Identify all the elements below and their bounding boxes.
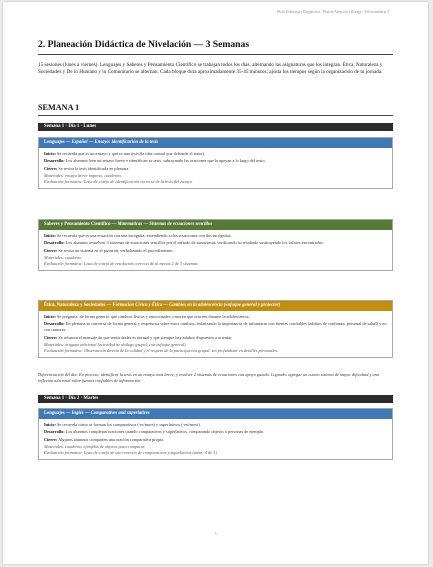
desarrollo-label: Desarrollo: <box>44 158 65 163</box>
cierre-text: Algunos alumnos comparten una oración comparativa propia. <box>58 436 165 442</box>
inicio-label: Inicio: <box>44 421 56 427</box>
section-title: SEMANA 1 <box>38 103 80 112</box>
evaluacion-row <box>44 261 387 267</box>
session-card-header <box>39 301 392 311</box>
field-name: Saberes y Pensamiento Científico <box>44 222 111 227</box>
session-card-body <box>39 148 392 188</box>
topic-name: Cambios en la adolescencia (enfoque general y protector) <box>169 303 281 308</box>
separator: — <box>105 303 113 308</box>
separator: — <box>142 222 150 227</box>
running-header: 8b de Evaluación Diagnóstica · Plan de Atención a Rezago · Telesecundaria 3º <box>277 10 390 14</box>
field-name: Ética, Naturaleza y Sociedades <box>44 303 106 308</box>
desarrollo-row <box>44 429 387 435</box>
evaluacion-label: Evaluación formativa: <box>44 261 83 266</box>
desarrollo-text: Los alumnos completan oraciones usando comparativos y superlativos, comparando objetos o personas de ejemplo. <box>65 429 265 434</box>
separator: — <box>87 140 95 145</box>
field-name: Lenguajes <box>44 411 65 416</box>
cierre-row <box>44 166 387 172</box>
inicio-row <box>44 314 387 320</box>
topic-name: Sistemas de ecuaciones sencillos <box>149 222 213 227</box>
cierre-label: Cierre: <box>44 165 58 171</box>
separator: — <box>110 222 118 227</box>
topic-name: Ensayo: identificación de la tesis <box>94 140 159 145</box>
inicio-label: Inicio: <box>44 313 56 319</box>
desarrollo-text: Los alumnos resuelven 3 sistemas de ecuaciones sencillos por el método de suma/resta, verificando su resultado sustituyendo los valores encontrados. <box>65 240 324 245</box>
evaluacion-text: Lista de cotejo de uso correcto de comparativos y superlativos (meta: 4 de 5). <box>83 450 218 455</box>
session-card-ingles <box>38 408 393 460</box>
inicio-row <box>44 151 387 157</box>
evaluacion-label: Evaluación formativa: <box>44 348 83 353</box>
topic-name: Comparatives and superlatives <box>90 411 150 416</box>
cierre-text: Se revisa un sistema en el pizarrón, verbalizando el procedimiento. <box>58 247 174 253</box>
evaluacion-label: Evaluación formativa: <box>44 450 83 455</box>
cierre-text: Se refuerza el mensaje de que sentir dudas es normal y que siempre hay adultos dispuestos a orientar. <box>58 334 233 340</box>
document-page <box>3 2 428 564</box>
separator: — <box>83 411 91 416</box>
day-header-2: Semana 1 · Día 2 · Martes <box>38 395 393 403</box>
session-card-header <box>39 220 392 230</box>
desarrollo-row <box>44 158 387 164</box>
field-name: Lenguajes <box>44 140 65 145</box>
inicio-row <box>44 233 387 239</box>
cierre-text: Se revisa la tesis identificada en plenaria. <box>58 165 130 171</box>
materiales-label: Materiales: <box>44 173 65 178</box>
materiales-text: ninguno adicional (actividad de diálogo grupal, con enfoque general). <box>65 342 187 347</box>
cierre-label: Cierre: <box>44 436 58 442</box>
desarrollo-row <box>44 321 387 333</box>
evaluacion-label: Evaluación formativa: <box>44 179 83 184</box>
desarrollo-row <box>44 240 387 246</box>
separator: — <box>64 411 72 416</box>
materiales-text: cuaderno, ejemplos de objetos para comparar. <box>65 444 146 449</box>
page-number: 5 <box>214 531 217 536</box>
materiales-label: Materiales: <box>44 255 65 260</box>
inicio-row <box>44 422 387 428</box>
inicio-label: Inicio: <box>44 150 56 156</box>
cierre-label: Cierre: <box>44 247 58 253</box>
inicio-text: Se recuerda qué es una ecuación con una incógnita, extendiendo a dos ecuaciones con dos incógnitas. <box>57 232 232 238</box>
separator: — <box>162 303 170 308</box>
evaluacion-row <box>44 179 387 185</box>
session-card-body <box>39 230 392 270</box>
evaluacion-text: Lista de cotejo de identificación correcta de la tesis del ensayo. <box>83 179 194 184</box>
materiales-label: Materiales: <box>44 444 65 449</box>
inicio-text: Se recuerda qué es un ensayo y qué es una tesis (la idea central que defiende el autor). <box>57 150 205 156</box>
subject-name: Matemáticas <box>117 222 143 227</box>
session-card-header <box>39 138 392 148</box>
differentiation-note: Diferenciación del día: En proceso: identificar la tesis en un ensayo más breve, y resolver 2 sistemas de ecuaciones con apoyo guiado. Logrado: agregar un cuarto sistema de mayor dificultad y una reflexión adicional sobre fuentes confiables de información. <box>38 372 379 383</box>
desarrollo-label: Desarrollo: <box>44 321 65 326</box>
session-card-espanol <box>38 137 393 189</box>
session-card-header <box>39 409 392 419</box>
subject-name: Formación Cívica y Ética <box>112 303 163 308</box>
subject-name: Inglés <box>71 411 84 416</box>
cierre-row <box>44 437 387 443</box>
cierre-label: Cierre: <box>44 334 58 340</box>
section-divider <box>38 115 393 116</box>
inicio-label: Inicio: <box>44 232 56 238</box>
inicio-text: Se recuerda cómo se forman los comparativos (-er/more) y superlativos (-est/most). <box>57 421 201 427</box>
materiales-text: ensayo breve impreso, cuaderno. <box>65 173 122 178</box>
evaluacion-row <box>44 348 387 354</box>
session-card-matematicas <box>38 219 393 271</box>
separator: — <box>64 140 72 145</box>
intro-paragraph: 15 sesiones (lunes a viernes). Lenguajes y Saberes y Pensamiento Científico se trabajan todos los días, alternando las asignaturas que los integran. Ética, Naturaleza y Sociedades y De lo Humano y lo Comunitario se alternan. Cada bloque dura aproximadamente 35-45 minutos; ajusta los tiempos según la organización de tu jornada. <box>38 62 383 76</box>
materiales-text: cuaderno. <box>65 255 83 260</box>
evaluacion-text: Observación directa de la calidad y el respeto de la participación grupal, sin profundizar en detalles personales. <box>83 348 279 353</box>
evaluacion-row <box>44 450 387 456</box>
desarrollo-label: Desarrollo: <box>44 240 65 245</box>
evaluacion-text: Lista de cotejo de resolución correcta de al menos 2 de 3 sistemas. <box>83 261 199 266</box>
day-header-1: Semana 1 · Día 1 · Lunes <box>38 123 393 131</box>
page-title: 2. Planeación Didáctica de Nivelación — 3 Semanas <box>38 39 250 50</box>
subject-name: Español <box>71 140 88 145</box>
desarrollo-label: Desarrollo: <box>44 429 65 434</box>
title-divider <box>38 54 393 55</box>
materiales-label: Materiales: <box>44 342 65 347</box>
desarrollo-text: En plenaria se conversa de forma general y respetuosa sobre estos cambios, enfatizando la importancia de informarse con fuentes confiables (adultos de confianza, personal de salud) y no con rumores. <box>44 321 387 332</box>
inicio-text: Se pregunta, de forma general, qué cambios físicos y emocionales conocen que ocurren durante la adolescencia. <box>57 313 250 319</box>
cierre-row <box>44 335 387 341</box>
session-card-body <box>39 311 392 357</box>
session-card-civica-etica <box>38 300 393 358</box>
cierre-row <box>44 248 387 254</box>
session-card-body <box>39 419 392 459</box>
desarrollo-text: Los alumnos leen un ensayo breve e identifican su tesis, subrayando las oraciones que la apoyan a lo largo del texto. <box>65 158 266 163</box>
